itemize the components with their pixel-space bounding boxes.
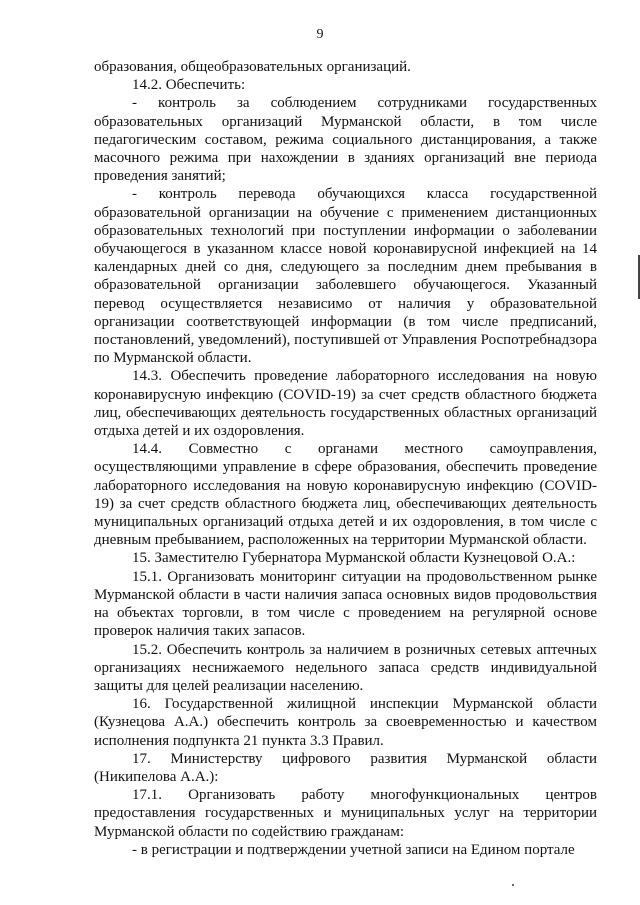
paragraph: 17. Министерству цифрового развития Мурманской области (Никипелова А.А.): — [94, 750, 597, 785]
paragraph: 14.3. Обеспечить проведение лабораторного исследования на новую коронавирусную инфекцию (COVID-19) за счет средств областного бюджета лиц, обеспечивающих деятельность государственных областных организаций отдыха детей и их оздоровления. — [94, 368, 597, 440]
scan-speck — [512, 884, 514, 886]
paragraph: 15.1. Организовать мониторинг ситуации на продовольственном рынке Мурманской области в части наличия запаса основных видов продовольствия на объектах торговли, в том числе с проведением на регулярной основе проверок наличия таких запасов. — [94, 568, 597, 640]
paragraph: - контроль за соблюдением сотрудниками государственных образовательных организаций Мурманской области, в том числе педагогическим составом, режима социального дистанцирования, а также масочного режима при нахождении в зданиях организаций вне периода проведения занятий; — [94, 95, 597, 185]
paragraph: 16. Государственной жилищной инспекции Мурманской области (Кузнецова А.А.) обеспечить контроль за своевременностью и качеством исполнения подпункта 21 пункта 3.3 Правил. — [94, 696, 597, 749]
paragraph: 17.1. Организовать работу многофункциональных центров предоставления государственных и муниципальных услуг на территории Мурманской области по содействию гражданам: — [94, 787, 597, 840]
paragraph: 15.2. Обеспечить контроль за наличием в розничных сетевых аптечных организациях неснижаемого недельного запаса средств индивидуальной защиты для целей реализации населению. — [94, 641, 597, 694]
page-number: 9 — [316, 27, 324, 42]
paragraph: - в регистрации и подтверждении учетной записи на Едином портале — [132, 841, 575, 858]
paragraph: 14.4. Совместно с органами местного самоуправления, осуществляющими управление в сфере образования, обеспечить проведение лабораторного исследования на новую коронавирусную инфекцию (COVID-19) за счет средств областного бюджета лиц, обеспечивающих деятельность муниципальных организаций отдыха детей и их оздоровления, в том числе с дневным пребыванием, расположенных на территории Мурманской области. — [94, 441, 597, 549]
document-body — [94, 58, 597, 859]
paragraph: образования, общеобразовательных организаций. — [94, 59, 411, 75]
paragraph: - контроль перевода обучающихся класса государственной образовательной организации на обучение с применением дистанционных образовательных технологий при поступлении информации о заболевании обучающегося в указанном классе новой коронавирусной инфекцией на 14 календарных дней со дня, следующего за последним днем пребывания в образовательной организации заболевшего обучающегося. Указанный перевод осуществляется независимо от наличия у образовательной организации соответствующей информации (в том числе предписаний, постановлений, уведомлений), поступившей от Управления Роспотребнадзора по Мурманской области. — [94, 186, 597, 367]
paragraph: 15. Заместителю Губернатора Мурманской области Кузнецовой О.А.: — [132, 550, 576, 567]
paragraph: 14.2. Обеспечить: — [132, 77, 246, 94]
